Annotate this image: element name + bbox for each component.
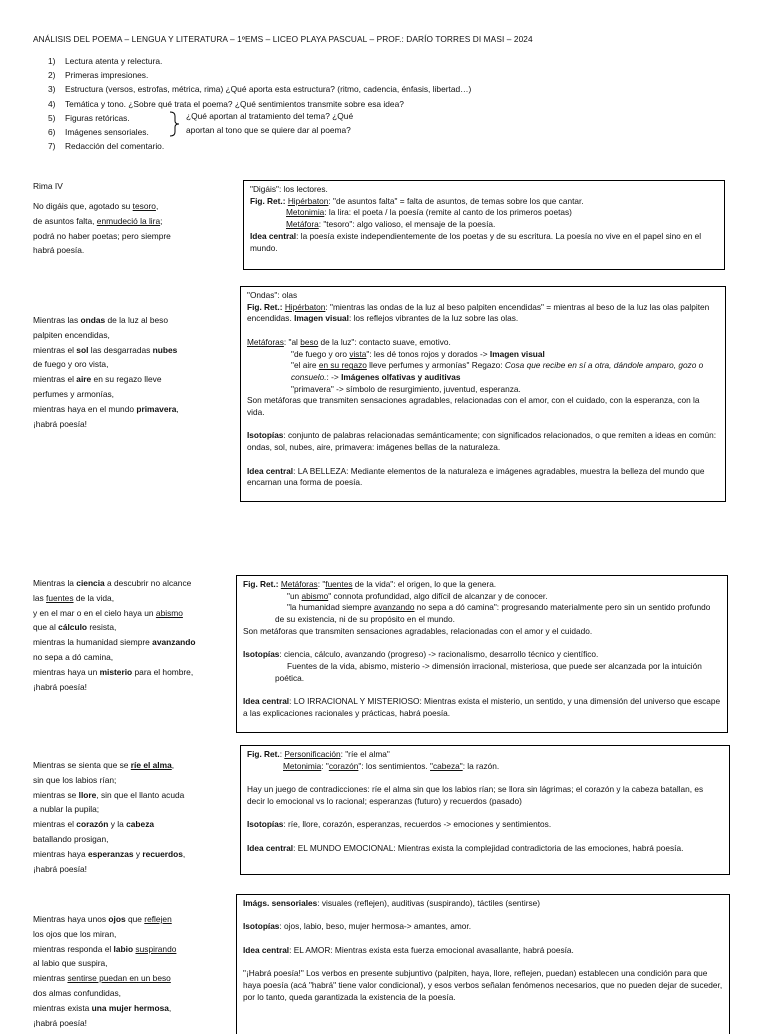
step-text: Imágenes sensoriales. (65, 127, 149, 138)
verse-line: no sepa a dó camina, (33, 651, 114, 662)
verse-line: al labio que suspira, (33, 958, 108, 969)
step-text: Figuras retóricas. (65, 112, 130, 123)
step-item (48, 139, 471, 153)
box-line: Idea central: EL AMOR: Mientras exista esta fuerza emocional avasallante, habrá poesía. (243, 944, 574, 955)
box-line: Idea central: LA BELLEZA: Mediante elementos de la naturaleza e imágenes agradables, muestra la belleza del mundo que encarnan una forma de poesía. (247, 465, 705, 488)
step-number: 2) (48, 70, 56, 81)
box-line: Isotopías: ojos, labio, beso, mujer hermosa-> amantes, amor. (243, 921, 472, 932)
verse-line: ¡habrá poesía! (33, 681, 88, 692)
verse-line: Mientras la ciencia a descubrir no alcance (33, 578, 192, 588)
box-line: Idea central: EL MUNDO EMOCIONAL: Mientras exista la complejidad contradictoria de las emociones, habrá poesía. (247, 842, 684, 853)
box-line: Metonimia: "corazón": los sentimientos. "cabeza": la razón. (283, 760, 500, 771)
verse-line: Mientras se sienta que se ríe el alma, (33, 760, 175, 770)
verse-line: Mientras haya unos ojos que reflejen (33, 914, 172, 924)
verse-line: las fuentes de la vida, (33, 592, 115, 603)
verse-line: mientras haya en el mundo primavera, (33, 403, 179, 414)
verse-line: ¡habrá poesía! (33, 1017, 88, 1028)
step-number: 6) (48, 127, 56, 138)
verse-line: mientras se llore, sin que el llanto acuda (33, 789, 185, 800)
verse-line: mientras exista una mujer hermosa, (33, 1002, 172, 1013)
box-line: Idea central: LO IRRACIONAL Y MISTERIOSO: Mientras exista el misterio, un sentido, y una dimensión del universo que escape a las explicaciones racionales y prácticas, habrá poesía. (243, 696, 721, 718)
verse-line: a nublar la pupila; (33, 804, 100, 815)
verse-line: podrá no haber poetas; pero siempre (33, 230, 171, 241)
step-number: 4) (48, 98, 56, 109)
box-line: "primavera" -> símbolo de resurgimiento, juventud, esperanza. (291, 383, 521, 394)
stanza-4 (33, 758, 185, 876)
box-line: "el aire en su regazo lleve perfumes y armonías" Regazo: Cosa que recibe en sí a otra, dándole amparo, gozo o consuelo.: -> Imágenes olfativas y auditivas (291, 360, 704, 382)
step-number: 3) (48, 84, 56, 95)
verse-line: perfumes y armonías, (33, 388, 114, 399)
verse-line: ¡habrá poesía! (33, 863, 88, 874)
verse-line: dos almas confundidas, (33, 987, 121, 998)
box-line: Imágs. sensoriales: visuales (reflejen), auditivas (suspirando), táctiles (sentirse) (243, 898, 540, 908)
poem-title: Rima IV (33, 181, 63, 191)
verse-line: mientras haya un misterio para el hombre, (33, 666, 194, 677)
verse-line: que al cálculo resista, (33, 622, 117, 633)
box-line: Isotopías: ciencia, cálculo, avanzando (progreso) -> racionalismo, desarrollo técnico y científico. (243, 649, 599, 660)
verse-line: los ojos que los miran, (33, 928, 117, 939)
stanza-3 (33, 576, 195, 694)
verse-line: de asuntos falta, enmudeció la lira; (33, 215, 163, 226)
box-line: Son metáforas que transmiten sensaciones agradables, relacionadas con el amor y el cuidado. (243, 625, 593, 636)
analysis-box-stanza-2 (240, 286, 726, 502)
box-line: "de fuego y oro vista": les dé tonos rojos y dorados -> Imagen visual (291, 348, 545, 359)
right-brace-icon (168, 111, 182, 137)
step-text: Primeras impresiones. (65, 70, 149, 81)
analysis-box-stanza-3 (236, 575, 728, 733)
brace-note (186, 109, 353, 137)
step-text: Temática y tono. ¿Sobre qué trata el poema? ¿Qué sentimientos transmite sobre esa idea? (65, 98, 404, 109)
stanza-2 (33, 313, 179, 431)
stanza-5 (33, 912, 176, 1030)
brace-note-line: ¿Qué aportan al tratamiento del tema? ¿Qué (186, 111, 354, 121)
verse-line: mientras responda el labio suspirando (33, 943, 177, 954)
analysis-steps-list (48, 54, 471, 153)
box-line: Isotopías: conjunto de palabras relacionadas semánticamente; con significados relacionados, o que remiten a ideas en común: ondas, sol, nubes, aire, primavera: imágenes bellas de la naturaleza. (247, 430, 717, 453)
verse-line: mientras el corazón y la cabeza (33, 819, 155, 830)
box-line: Metáfora: "tesoro": algo valioso, el mensaje de la poesía. (286, 219, 496, 230)
box-line: Fuentes de la vida, abismo, misterio -> dimensión irracional, misteriosa, que puede ser alcanzada por la intuición poética. (275, 660, 702, 683)
verse-line: y en el mar o en el cielo haya un abismo (33, 607, 183, 618)
verse-line: sin que los labios rían; (33, 774, 117, 785)
verse-line: de fuego y oro vista, (33, 359, 109, 370)
box-line: Fig. Ret.: Metáforas: "fuentes de la vida": el origen, lo que la genera. (243, 579, 497, 589)
verse-line: ¡habrá poesía! (33, 418, 88, 429)
verse-line: mientras haya esperanzas y recuerdos, (33, 848, 186, 859)
document-header: ANÁLISIS DEL POEMA – LENGUA Y LITERATURA – 1ºEMS – LICEO PLAYA PASCUAL – PROF.: DARÍO TORRES DI MASI – 2024 (33, 34, 533, 44)
step-item (48, 54, 471, 68)
step-number: 5) (48, 112, 56, 123)
box-line: Fig. Ret.: Hipérbaton: "de asuntos falta" = falta de asuntos, de temas sobre los que cantar. (250, 195, 584, 206)
box-line: Fig. Ret.: Personificación: "ríe el alma" (247, 749, 390, 759)
box-line: "¡Habrá poesía!" Los verbos en presente subjuntivo (palpiten, haya, llore, reflejen, puedan) establecen una condición para que haya poesía (acá "habrá" tiene valor condicional), y esos verbos señalan fenómenos necesarios, que no pueden dejar de suceder, por lo tanto, queda garantizada la existencia de la poesía. (243, 968, 723, 1002)
verse-line: mientras la humanidad siempre avanzando (33, 637, 196, 648)
box-line: Son metáforas que transmiten sensaciones agradables, relacionadas con el amor, con el cuidado, con la esperanza, con la vida. (247, 395, 700, 418)
verse-line: palpiten encendidas, (33, 329, 110, 340)
step-text: Estructura (versos, estrofas, métrica, rima) ¿Qué aporta esta estructura? (ritmo, cadencia, énfasis, libertad…) (65, 84, 472, 95)
verse-line: mientras el aire en su regazo lleve (33, 374, 162, 385)
stanza-1 (33, 199, 171, 258)
step-text: Lectura atenta y relectura. (65, 56, 163, 66)
step-item (48, 82, 471, 96)
verse-line: No digáis que, agotado su tesoro, (33, 201, 159, 211)
brace-note-line: aportan al tono que se quiere dar al poema? (186, 125, 351, 136)
analysis-box-stanza-4 (240, 745, 730, 875)
analysis-box-stanza-1 (243, 180, 725, 270)
step-number: 1) (48, 56, 56, 66)
step-number: 7) (48, 141, 56, 152)
box-line: "la humanidad siempre avanzando no sepa a dó camina": progresando materialmente pero sin un sentido profundo de su existencia, ni de su propósito en el mundo. (275, 602, 711, 625)
box-line: "Ondas": olas (247, 290, 298, 300)
box-line: Fig. Ret.: Hipérbaton: "mientras las ondas de la luz al beso palpiten encendidas" = mientras al beso de la luz las olas palpiten encendidas. Imagen visual: los reflejos vibrantes de la luz sobre las olas. (247, 301, 710, 324)
box-line: Idea central: la poesía existe independientemente de los poetas y de su escritura. La poesía no vive en el papel sino en el mundo. (250, 230, 702, 253)
verse-line: mientras el sol las desgarradas nubes (33, 344, 178, 355)
box-line: Hay un juego de contradicciones: ríe el alma sin que los labios rían; se llora sin lágrimas; el corazón y la cabeza batallan, es decir lo emocional vs lo racional; esperanzas (futuro) y recuerdos (pasado) (247, 784, 704, 806)
step-item (48, 68, 471, 82)
box-line: "un abismo" connota profundidad, algo difícil de alcanzar y de conocer. (287, 590, 548, 601)
box-line: Metonimia: la lira: el poeta / la poesía (remite al canto de los primeros poetas) (286, 207, 572, 218)
analysis-box-stanza-5 (236, 894, 730, 1034)
step-text: Redacción del comentario. (65, 141, 165, 152)
verse-line: batallando prosigan, (33, 833, 109, 844)
box-line: Metáforas: "al beso de la luz": contacto suave, emotivo. (247, 336, 451, 347)
verse-line: habrá poesía. (33, 245, 85, 256)
verse-line: mientras sentirse puedan en un beso (33, 973, 171, 984)
box-line: "Digáis": los lectores. (250, 184, 328, 194)
box-line: Isotopías: ríe, llore, corazón, esperanzas, recuerdos -> emociones y sentimientos. (247, 819, 552, 830)
verse-line: Mientras las ondas de la luz al beso (33, 315, 169, 325)
